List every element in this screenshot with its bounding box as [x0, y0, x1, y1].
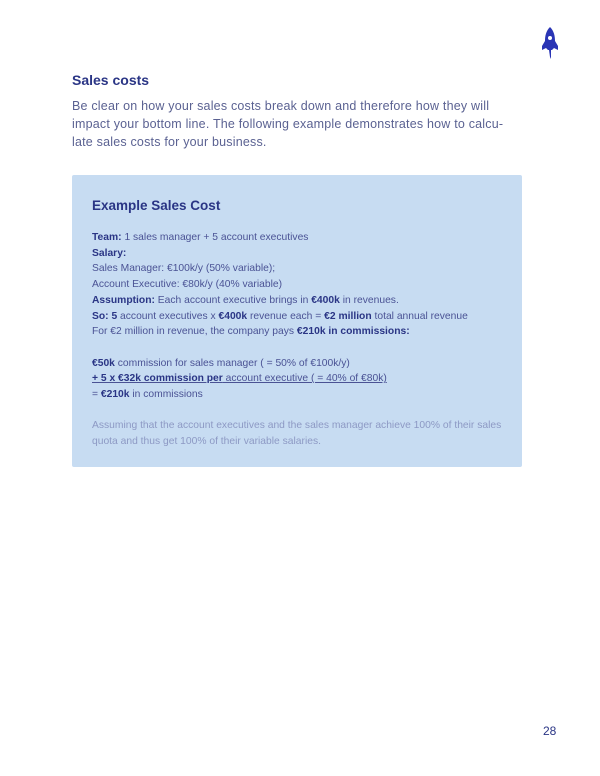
- calc-line-3: = €210k in commissions: [92, 389, 203, 401]
- assumption-line: Assumption: Each account executive brings in €400k in revenues.: [92, 294, 399, 306]
- assumption-note: Assuming that the account executives and the sales manager achieve 100% of their sales quota and thus get 100% of their variable salaries.: [92, 420, 502, 448]
- salary-exec: Account Executive: €80k/y (40% variable): [92, 279, 283, 291]
- rocket-icon: [540, 27, 560, 59]
- so-line: So: 5 account executives x €400k revenue each = €2 million total annual revenue: [92, 310, 468, 322]
- salary-manager: Sales Manager: €100k/y (50% variable);: [92, 263, 276, 275]
- intro-paragraph: Be clear on how your sales costs break down and therefore how they will impact your bottom line. The following example demonstrates how to calcu-late sales costs for your business.: [72, 99, 504, 149]
- example-content: [92, 230, 512, 450]
- calc-line-1: €50k commission for sales manager ( = 50% of €100k/y): [92, 357, 350, 369]
- calc-line-2: + 5 x €32k commission per account executive ( = 40% of €80k): [92, 373, 387, 385]
- section-title: Sales costs: [72, 72, 150, 88]
- for-line: For €2 million in revenue, the company pays €210k in commissions:: [92, 326, 410, 338]
- page-number: 28: [543, 724, 557, 738]
- example-box: [72, 175, 522, 467]
- example-title: Example Sales Cost: [92, 198, 221, 213]
- salary-label: Salary:: [92, 247, 127, 259]
- team-line: Team: 1 sales manager + 5 account executives: [92, 232, 309, 243]
